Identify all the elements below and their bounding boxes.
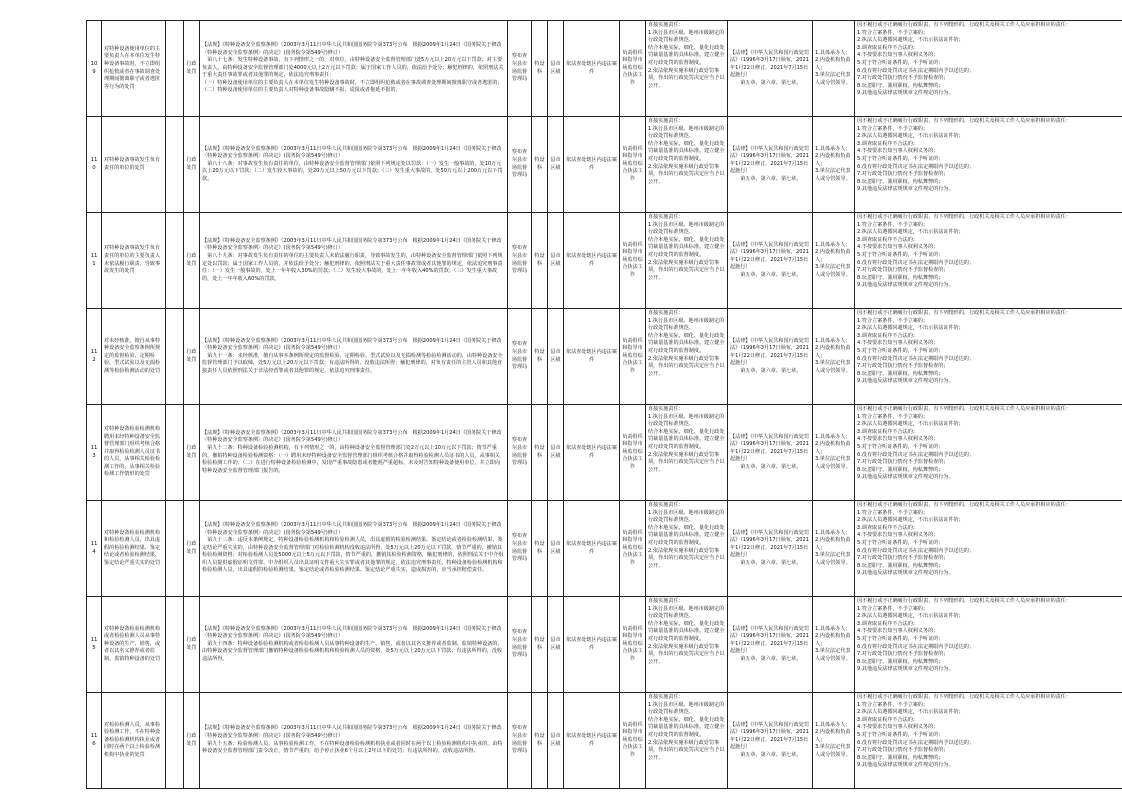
item-name: 对特种设备使用单位的主要负责人在本单位发生特种设备事故时，不立即组织抢救或者在事故调查处理期间擅离职守或者逃匿等行为的处罚 [102,21,166,117]
table-row [87,693,1122,789]
legal-basis: 【法规】《特种设备安全监察条例》（2003年3月11日中华人民共和国国务院令第373号公布 根据2009年1月24日《国务院关于修改〈特种设备安全监察条例〉的决定》(国务院令第549号)修订） 第九十四条：特种设备检验检测机构或者检验检测人员从事特种设备的生产、销售，或者以其名义推荐或者监制、监销特种设备的，由特种设备安全监督管理部门撤销特种设备检验检测机构和检验检测人员的资格，处5万元以上20万元以下罚款；有违法所得的，没收违法所得。 [200,597,508,693]
liability-items: 因不履行或不正确履行行政职责，有下列情形的，行政机关及相关工作人员应承担相应的责任： 1.符合立案条件，不予立案的； 2.执法人员遵循回避规定，不出示执法证件的； 3.调查取证程序不合法的； 4.不按要求告知当事人权利义务的； 5.对于符合听证条件的，不予听证的； 6.没有将行政处罚决定书在法定期限内予以送达的； 7.对行政处罚执行情况不予监督检查的； 8.玩忽职守、滥用职权、徇私舞弊的； 9.其他违反法律法规规章文件规定的行为。 [855,117,1122,213]
responsibility-basis: 【法律】《中华人民共和国行政处罚法》（1996年3月17日颁布，2021年1月22日修订，2021年7月15日起施行） 第五章、第六章、第七章。 [728,405,813,501]
execution-subjects: 1.具体承办人； 2.内设机构负责人； 3.单位法定代表人或分管领导。 [813,597,855,693]
item-name: 对特种设备事故发生负有责任的单位的主要负责人未依法履行职责，导致事故发生的处罚 [102,213,166,309]
item-name: 对未经核准，擅自从事特种设备安全监察条例所规定的监督检验、定期检验、型式试验以及无损检测等检验检测活动的处罚 [102,309,166,405]
blank-cell [166,693,184,789]
enforcement-subject: 察布查尔县市场监督管理局 [508,21,532,117]
blank-cell [166,213,184,309]
table-row [87,501,1122,597]
responsible-department: 特设科 [532,693,548,789]
exercise-level: 县市区级 [548,21,564,117]
liability-items: 因不履行或不正确履行行政职责，有下列情形的，行政机关及相关工作人员应承担相应的责任： 1.符合立案条件，不予立案的； 2.执法人员遵循回避规定，不出示执法证件的； 3.调查取证程序不合法的； 4.不按要求告知当事人权利义务的； 5.对于符合听证条件的，不予听证的； 6.没有将行政处罚决定书在法定期限内予以送达的； 7.对行政处罚执行情况不予监督检查的； 8.玩忽职守、滥用职权、徇私舞弊的； 9.其他违反法律法规规章文件规定的行为。 [855,405,1122,501]
blank-cell [166,21,184,117]
responsible-department: 特设科 [532,405,548,501]
responsibility-items: 直接实施责任： 1.执行县市区级、地州市级制定的行政处罚标准规范。 结合本地实际，细化、量化行政处罚裁量基准的具体标准。建立健全对行政处罚的监督制度。 2.依法依规实施本级行政处罚事项，作出的行政处罚决定应当予以公开。 [646,597,728,693]
exercise-level: 县市区级 [548,213,564,309]
responsible-department: 特设科 [532,597,548,693]
responsibility-items: 直接实施责任： 1.执行县市区级、地州市级制定的行政处罚标准规范。 结合本地实际，细化、量化行政处罚裁量基准的具体标准。建立健全对行政处罚的监督制度。 2.依法依规实施本级行政处罚事项，作出的行政处罚决定应当予以公开。 [646,501,728,597]
responsibility-items: 直接实施责任： 1.执行县市区级、地州市级制定的行政处罚标准规范。 结合本地实际，细化、量化行政处罚裁量基准的具体标准。建立健全对行政处罚的监督制度。 2.依法依规实施本级行政处罚事项，作出的行政处罚决定应当予以公开。 [646,309,728,405]
table-row [87,405,1122,501]
enforcement-subject: 察布查尔县市场监督管理局 [508,597,532,693]
responsibility-basis: 【法律】《中华人民共和国行政处罚法》（1996年3月17日颁布，2021年1月22日修订，2021年7月15日起施行） 第五章、第六章、第七章。 [728,693,813,789]
legal-basis: 【法规】《特种设备安全监察条例》（2003年3月11日中华人民共和国国务院令第373号公布 根据2009年1月24日《国务院关于修改〈特种设备安全监察条例〉的决定》(国务院令第549号)修订） 第九十一条：未经核准，擅自从事本条例所规定的监督检验、定期检验、型式试验以及无损检测等检验检测活动的，由特种设备安全监督管理部门予以取缔，处5万元以上20万元以下罚款；有违法所得的，没收违法所得；触犯刑律的，对负有责任的主管人员和其他直接责任人员依照刑法关于非法经营罪或者其他罪的规定，依法追究刑事责任。 [200,309,508,405]
liability-items: 因不履行或不正确履行行政职责，有下列情形的，行政机关及相关工作人员应承担相应的责任： 1.符合立案条件，不予立案的； 2.执法人员遵循回避规定，不出示执法证件的； 3.调查取证程序不合法的； 4.不按要求告知当事人权利义务的； 5.对于符合听证条件的，不予听证的； 6.没有将行政处罚决定书在法定期限内予以送达的； 7.对行政处罚执行情况不予监督检查的； 8.玩忽职守、滥用职权、徇私舞弊的； 9.其他违反法律法规规章文件规定的行为。 [855,693,1122,789]
row-number: 113 [87,405,102,501]
department-duty: 负责组织和指导市场监管综合执法工作 [620,405,646,501]
item-name: 对特种设备检验检测机构和检验检测人员，出具虚假的检验检测结果、鉴定结论或者检验检测结果、鉴定结论严重失实的处罚 [102,501,166,597]
enforcement-subject: 察布查尔县市场监督管理局 [508,309,532,405]
department-duty: 负责组织和指导市场监管综合执法工作 [620,117,646,213]
responsibility-items: 直接实施责任： 1.执行县市区级、地州市级制定的行政处罚标准规范。 结合本地实际，细化、量化行政处罚裁量基准的具体标准。建立健全对行政处罚的监督制度。 2.依法依规实施本级行政处罚事项，作出的行政处罚决定应当予以公开。 [646,21,728,117]
item-type: 行政处罚 [184,309,200,405]
exercise-scope: 依法查处辖区内违法案件 [564,597,620,693]
exercise-scope: 依法查处辖区内违法案件 [564,309,620,405]
responsible-department: 特设科 [532,117,548,213]
blank-cell [166,501,184,597]
enforcement-subject: 察布查尔县市场监督管理局 [508,693,532,789]
exercise-scope: 依法查处辖区内违法案件 [564,213,620,309]
responsibility-list-sheet [86,20,1122,788]
blank-cell [166,597,184,693]
item-name: 对特种设备检验检测机构聘用未经特种设备安全监督管理部门组织考核合格并取得检验检测人员证书的人员，从事相关检验检测工作的，从事相关检验检测工作情形的处罚 [102,405,166,501]
exercise-level: 县市区级 [548,693,564,789]
item-type: 行政处罚 [184,501,200,597]
enforcement-subject: 察布查尔县市场监督管理局 [508,405,532,501]
responsible-department: 特设科 [532,213,548,309]
item-name: 对特种设备检验检测机构或者检验检测人员从事特种设备的生产、销售，或者以其名义推荐或者监制、监销特种设备的处罚 [102,597,166,693]
row-number: 115 [87,597,102,693]
legal-basis: 【法规】《特种设备安全监察条例》（2003年3月11日中华人民共和国国务院令第373号公布 根据2009年1月24日《国务院关于修改〈特种设备安全监察条例〉的决定》(国务院令第549号)修订） 第九十二条：特种设备检验检测机构，有下列情形之一的，由特种设备安全监督管理部门处2万元以上10万元以下罚款；情节严重的，撤销特种设备检验检测资格：（一）聘用未经特种设备安全监督管理部门组织考核合格并取得检验检测人员证书的人员，从事相关检验检测工作的；（二）在进行特种设备检验检测中，发现严重事故隐患或者能耗严重超标，未及时告知特种设备使用单位，并立即向特种设备安全监督管理部门报告的。 [200,405,508,501]
row-number: 109 [87,21,102,117]
responsibility-table [86,20,1122,789]
responsibility-items: 直接实施责任： 1.执行县市区级、地州市级制定的行政处罚标准规范。 结合本地实际，细化、量化行政处罚裁量基准的具体标准。建立健全对行政处罚的监督制度。 2.依法依规实施本级行政处罚事项，作出的行政处罚决定应当予以公开。 [646,117,728,213]
responsibility-basis: 【法律】《中华人民共和国行政处罚法》（1996年3月17日颁布，2021年1月22日修订，2021年7月15日起施行） 第五章、第六章、第七章。 [728,21,813,117]
enforcement-subject: 察布查尔县市场监督管理局 [508,117,532,213]
execution-subjects: 1.具体承办人； 2.内设机构负责人； 3.单位法定代表人或分管领导。 [813,309,855,405]
item-type: 行政处罚 [184,21,200,117]
exercise-level: 县市区级 [548,309,564,405]
item-type: 行政处罚 [184,597,200,693]
legal-basis: 【法规】《特种设备安全监察条例》（2003年3月11日中华人民共和国国务院令第373号公布 根据2009年1月24日《国务院关于修改〈特种设备安全监察条例〉的决定》(国务院令第549号)修订） 第八十七条：发生特种设备事故，有下列情形之一的，对单位，由特种设备安全监督管理部门处5万元以上20万元以下罚款；对主要负责人，由特种设备安全监督管理部门处4000元以上2万元以下罚款；属于国家工作人员的，依法给予处分；触犯刑律的，依照刑法关于重大责任事故罪或者其他罪的规定，依法追究刑事责任： （一）特种设备使用单位的主要负责人在本单位发生特种设备事故时，不立即组织抢救或者在事故调查处理期间擅离职守或者逃匿的；（二）特种设备使用单位的主要负责人对特种设备事故隐瞒不报、谎报或者拖延不报的。 [200,21,508,117]
responsibility-basis: 【法律】《中华人民共和国行政处罚法》（1996年3月17日颁布，2021年1月22日修订，2021年7月15日起施行） 第五章、第六章、第七章。 [728,117,813,213]
blank-cell [166,405,184,501]
item-type: 行政处罚 [184,213,200,309]
exercise-scope: 依法查处辖区内违法案件 [564,405,620,501]
row-number: 110 [87,117,102,213]
row-number: 116 [87,693,102,789]
department-duty: 负责组织和指导市场监管综合执法工作 [620,213,646,309]
row-number: 114 [87,501,102,597]
responsibility-basis: 【法律】《中华人民共和国行政处罚法》（1996年3月17日颁布，2021年1月22日修订，2021年7月15日起施行） 第五章、第六章、第七章。 [728,501,813,597]
department-duty: 负责组织和指导市场监管综合执法工作 [620,693,646,789]
department-duty: 负责组织和指导市场监管综合执法工作 [620,21,646,117]
responsibility-basis: 【法律】《中华人民共和国行政处罚法》（1996年3月17日颁布，2021年1月22日修订，2021年7月15日起施行） 第五章、第六章、第七章。 [728,597,813,693]
responsible-department: 特设科 [532,21,548,117]
execution-subjects: 1.具体承办人； 2.内设机构负责人； 3.单位法定代表人或分管领导。 [813,213,855,309]
item-name: 对检验检测人员，从事检验检测工作，不在特种设备检验检测机构执业或者同时在两个以上检验检测机构中执业的处罚 [102,693,166,789]
exercise-scope: 依法查处辖区内违法案件 [564,21,620,117]
execution-subjects: 1.具体承办人； 2.内设机构负责人； 3.单位法定代表人或分管领导。 [813,117,855,213]
liability-items: 因不履行或不正确履行行政职责，有下列情形的，行政机关及相关工作人员应承担相应的责任： 1.符合立案条件，不予立案的； 2.执法人员遵循回避规定，不出示执法证件的； 3.调查取证程序不合法的； 4.不按要求告知当事人权利义务的； 5.对于符合听证条件的，不予听证的； 6.没有将行政处罚决定书在法定期限内予以送达的； 7.对行政处罚执行情况不予监督检查的； 8.玩忽职守、滥用职权、徇私舞弊的； 9.其他违反法律法规规章文件规定的行为。 [855,501,1122,597]
exercise-level: 县市区级 [548,405,564,501]
row-number: 112 [87,309,102,405]
responsibility-items: 直接实施责任： 1.执行县市区级、地州市级制定的行政处罚标准规范。 结合本地实际，细化、量化行政处罚裁量基准的具体标准。建立健全对行政处罚的监督制度。 2.依法依规实施本级行政处罚事项，作出的行政处罚决定应当予以公开。 [646,213,728,309]
responsibility-items: 直接实施责任： 1.执行县市区级、地州市级制定的行政处罚标准规范。 结合本地实际，细化、量化行政处罚裁量基准的具体标准。建立健全对行政处罚的监督制度。 2.依法依规实施本级行政处罚事项，作出的行政处罚决定应当予以公开。 [646,405,728,501]
item-name: 对特种设备事故发生负有责任的单位的处罚 [102,117,166,213]
exercise-level: 县市区级 [548,597,564,693]
execution-subjects: 1.具体承办人； 2.内设机构负责人； 3.单位法定代表人或分管领导。 [813,405,855,501]
responsible-department: 特设科 [532,309,548,405]
liability-items: 因不履行或不正确履行行政职责，有下列情形的，行政机关及相关工作人员应承担相应的责任： 1.符合立案条件，不予立案的； 2.执法人员遵循回避规定，不出示执法证件的； 3.调查取证程序不合法的； 4.不按要求告知当事人权利义务的； 5.对于符合听证条件的，不予听证的； 6.没有将行政处罚决定书在法定期限内予以送达的； 7.对行政处罚执行情况不予监督检查的； 8.玩忽职守、滥用职权、徇私舞弊的； 9.其他违反法律法规规章文件规定的行为。 [855,309,1122,405]
item-type: 行政处罚 [184,117,200,213]
item-type: 行政处罚 [184,693,200,789]
responsibility-basis: 【法律】《中华人民共和国行政处罚法》（1996年3月17日颁布，2021年1月22日修订，2021年7月15日起施行） 第五章、第六章、第七章。 [728,213,813,309]
department-duty: 负责组织和指导市场监管综合执法工作 [620,597,646,693]
legal-basis: 【法规】《特种设备安全监察条例》（2003年3月11日中华人民共和国国务院令第373号公布 根据2009年1月24日《国务院关于修改〈特种设备安全监察条例〉的决定》(国务院令第549号)修订） 第八十八条：对事故发生负有责任的单位，由特种设备安全监督管理部门依照下列规定处以罚款：（一）发生一般事故的，处10万元以上20万元以下罚款；（二）发生较大事故的，处20万元以上50万元以下罚款；（三）发生重大事故的，处50万元以上200万元以下罚款。 [200,117,508,213]
item-type: 行政处罚 [184,405,200,501]
enforcement-subject: 察布查尔县市场监督管理局 [508,213,532,309]
exercise-scope: 依法查处辖区内违法案件 [564,501,620,597]
department-duty: 负责组织和指导市场监管综合执法工作 [620,309,646,405]
execution-subjects: 1.具体承办人； 2.内设机构负责人； 3.单位法定代表人或分管领导。 [813,501,855,597]
blank-cell [166,117,184,213]
responsibility-basis: 【法律】《中华人民共和国行政处罚法》（1996年3月17日颁布，2021年1月22日修订，2021年7月15日起施行） 第五章、第六章、第七章。 [728,309,813,405]
responsibility-items: 直接实施责任： 1.执行县市区级、地州市级制定的行政处罚标准规范。 结合本地实际，细化、量化行政处罚裁量基准的具体标准。建立健全对行政处罚的监督制度。 2.依法依规实施本级行政处罚事项，作出的行政处罚决定应当予以公开。 [646,693,728,789]
legal-basis: 【法规】《特种设备安全监察条例》（2003年3月11日中华人民共和国国务院令第373号公布 根据2009年1月24日《国务院关于修改〈特种设备安全监察条例〉的决定》(国务院令第549号)修订） 第九十五条：检验检测人员，从事检验检测工作，不在特种设备检验检测机构执业或者同时在两个以上检验检测机构中执业的，由特种设备安全监督管理部门责令改正，情节严重的，给予停止执业6个月以上2年以下的处罚；有违法所得的，没收违法所得。 [200,693,508,789]
row-number: 111 [87,213,102,309]
liability-items: 因不履行或不正确履行行政职责，有下列情形的，行政机关及相关工作人员应承担相应的责任： 1.符合立案条件，不予立案的； 2.执法人员遵循回避规定，不出示执法证件的； 3.调查取证程序不合法的； 4.不按要求告知当事人权利义务的； 5.对于符合听证条件的，不予听证的； 6.没有将行政处罚决定书在法定期限内予以送达的； 7.对行政处罚执行情况不予监督检查的； 8.玩忽职守、滥用职权、徇私舞弊的； 9.其他违反法律法规规章文件规定的行为。 [855,597,1122,693]
execution-subjects: 1.具体承办人； 2.内设机构负责人； 3.单位法定代表人或分管领导。 [813,21,855,117]
liability-items: 因不履行或不正确履行行政职责，有下列情形的，行政机关及相关工作人员应承担相应的责任： 1.符合立案条件，不予立案的； 2.执法人员遵循回避规定，不出示执法证件的； 3.调查取证程序不合法的； 4.不按要求告知当事人权利义务的； 5.对于符合听证条件的，不予听证的； 6.没有将行政处罚决定书在法定期限内予以送达的； 7.对行政处罚执行情况不予监督检查的； 8.玩忽职守、滥用职权、徇私舞弊的； 9.其他违反法律法规规章文件规定的行为。 [855,213,1122,309]
table-row [87,117,1122,213]
legal-basis: 【法规】《特种设备安全监察条例》（2003年3月11日中华人民共和国国务院令第373号公布 根据2009年1月24日《国务院关于修改〈特种设备安全监察条例〉的决定》(国务院令第549号)修订） 第九十三条：违反本条例规定，特种设备检验检测机构和检验检测人员，出具虚假的检验检测结果、鉴定结论或者检验检测结果、鉴定结论严重失实的，由特种设备安全监督管理部门对检验检测机构没收违法所得，处5万元以上20万元以下罚款，情节严重的，撤销其检验检测资格；对检验检测人员处5000元以上5万元以下罚款，情节严重的，撤销其检验检测资格，触犯刑律的，依照刑法关于中介组织人员提供虚假证明文件罪、中介组织人员出具证明文件重大失实罪或者其他罪的规定，依法追究刑事责任。特种设备检验检测机构和检验检测人员，出具虚假的检验检测结果、鉴定结论或者检验检测结果、鉴定结论严重失实，造成损害的，应当承担赔偿责任。 [200,501,508,597]
enforcement-subject: 察布查尔县市场监督管理局 [508,501,532,597]
exercise-scope: 依法查处辖区内违法案件 [564,693,620,789]
legal-basis: 【法规】《特种设备安全监察条例》（2003年3月11日中华人民共和国国务院令第373号公布 根据2009年1月24日《国务院关于修改〈特种设备安全监察条例〉的决定》(国务院令第549号)修订） 第八十九条：对事故发生负有责任的单位的主要负责人未依法履行职责，导致事故发生的，由特种设备安全监督管理部门依照下列规定处以罚款；属于国家工作人员的，并依法给予处分；触犯刑律的，依照刑法关于重大责任事故罪或者其他罪的规定，依法追究刑事责任：（一）发生一般事故的，处上一年年收入30%的罚款；（二）发生较大事故的，处上一年年收入40%的罚款；（三）发生重大事故的，处上一年年收入60%的罚款。 [200,213,508,309]
responsible-department: 特设科 [532,501,548,597]
blank-cell [166,309,184,405]
table-row [87,21,1122,117]
table-row [87,309,1122,405]
execution-subjects: 1.具体承办人； 2.内设机构负责人； 3.单位法定代表人或分管领导。 [813,693,855,789]
liability-items: 因不履行或不正确履行行政职责，有下列情形的，行政机关及相关工作人员应承担相应的责任： 1.符合立案条件，不予立案的； 2.执法人员遵循回避规定，不出示执法证件的； 3.调查取证程序不合法的； 4.不按要求告知当事人权利义务的； 5.对于符合听证条件的，不予听证的； 6.没有将行政处罚决定书在法定期限内予以送达的； 7.对行政处罚执行情况不予监督检查的； 8.玩忽职守、滥用职权、徇私舞弊的； 9.其他违反法律法规规章文件规定的行为。 [855,21,1122,117]
table-row [87,597,1122,693]
exercise-level: 县市区级 [548,117,564,213]
department-duty: 负责组织和指导市场监管综合执法工作 [620,501,646,597]
table-row [87,213,1122,309]
exercise-scope: 依法查处辖区内违法案件 [564,117,620,213]
exercise-level: 县市区级 [548,501,564,597]
